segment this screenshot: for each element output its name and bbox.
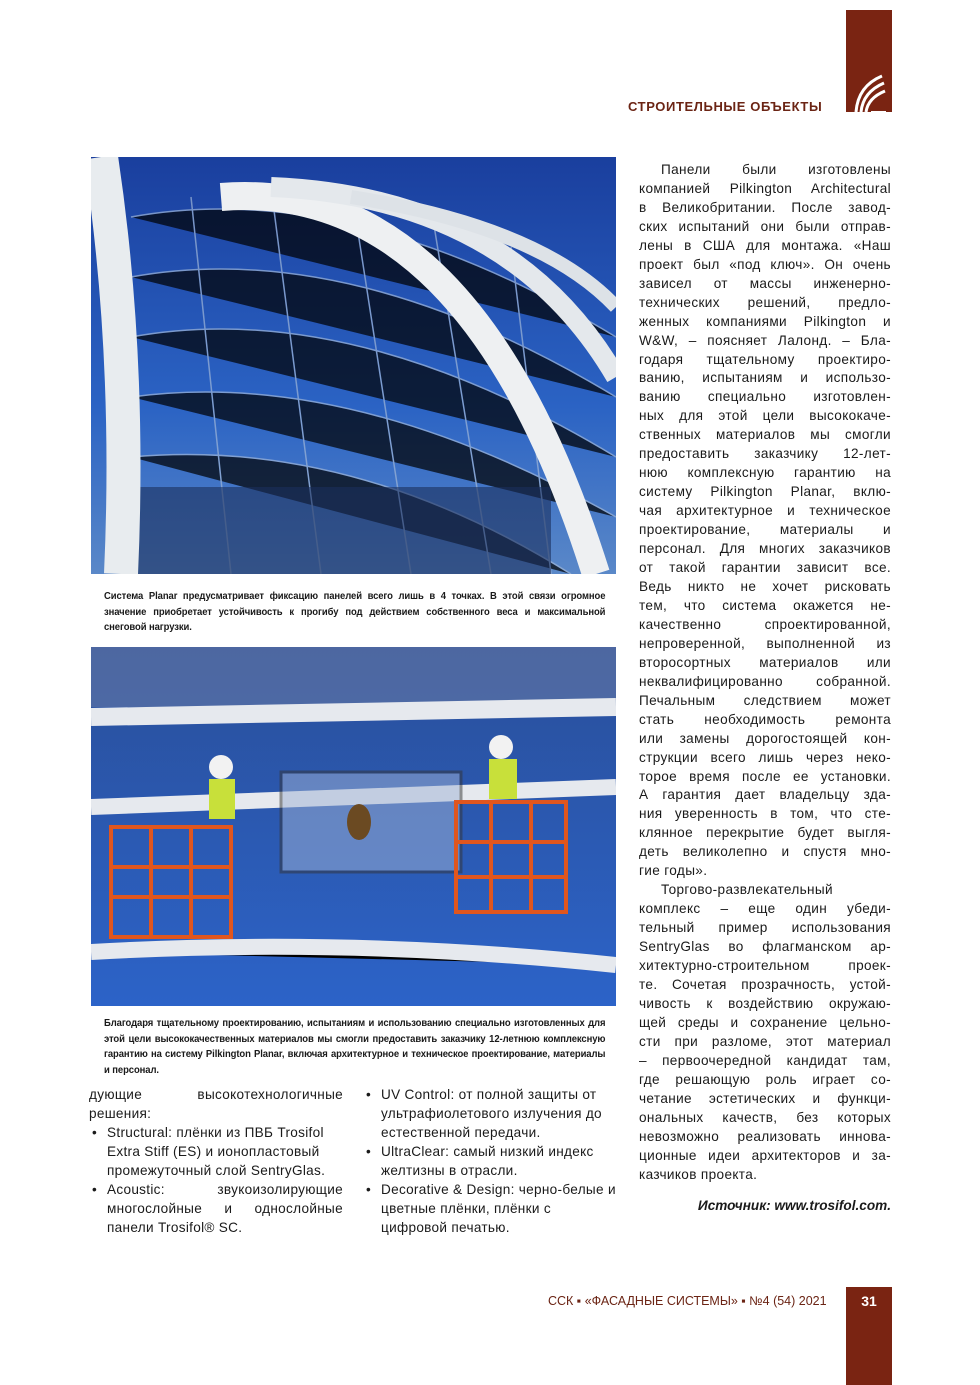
intro-line: дующие высокотехнологичные	[89, 1087, 343, 1102]
text-line: невозможно реализовать иннова-	[639, 1128, 891, 1144]
photo-caption-2: Благодаря тщательному проектированию, испытаниям и использованию специально изготовленных для этой цели высококачественных материалов мы смогли предоставить заказчику 12-летнюю комплексную гарантию на систему Pilkington Planar, включая архитектурное и техническое проектирование, материалы и персонал.	[104, 1018, 606, 1076]
text-line: ональных качеств, без которых	[639, 1109, 891, 1125]
text-line: Торгово-развлекательный	[661, 882, 833, 898]
text-line: щей среды и сохранение цельно-	[639, 1014, 891, 1030]
list-item: • UltraClear: самый низкий индекс желтизны в отрасли.	[363, 1142, 617, 1180]
text-line: ционные идеи архитекторов и за-	[639, 1147, 891, 1163]
section-tab	[846, 10, 892, 112]
text-line: комплекс – еще один убеди-	[639, 901, 891, 917]
photo-workers-installing-glass	[91, 647, 616, 1006]
text-line: сти при разломе, этот материал	[639, 1033, 891, 1049]
text-line: чивость к воздействию окружаю-	[639, 995, 891, 1011]
right-column-text	[639, 161, 891, 1184]
text-line: ния уверенность в том, что сте-	[639, 806, 891, 822]
text-line: Панели были изготовлены	[661, 162, 891, 177]
text-line: компанией Pilkington Architectural	[639, 180, 891, 196]
list-item: • Structural: плёнки из ПВБ Trosifol Extra Stiff (ES) и ионопластовый промежуточный слой SentryGlas.	[89, 1123, 343, 1180]
text-line: технических решений, предло-	[639, 294, 891, 310]
page-number: 31	[861, 1293, 877, 1309]
text-line: струкции всего лишь через неко-	[639, 749, 891, 765]
photo-glass-roof-arches	[91, 157, 616, 574]
logo-icon	[852, 72, 886, 114]
text-line: зависел от массы инженерно-	[639, 275, 891, 291]
text-line: стать необходимость ремонта	[639, 711, 891, 727]
text-line: – первоочередной кандидат там,	[639, 1052, 891, 1068]
text-line: систему Pilkington Planar, вклю-	[639, 484, 891, 500]
text-line: те. Сочетая прозрачность, устой-	[639, 976, 891, 992]
text-line: казчиков проекта.	[639, 1166, 758, 1182]
text-line: от такой гарантии зависит все.	[639, 560, 891, 576]
text-line: качественно спроектированной,	[639, 616, 891, 632]
text-line: ных для этой цели высококаче-	[639, 408, 891, 424]
text-line: гие годы».	[639, 863, 708, 879]
text-line: W&W, – поясняет Лалонд. – Бла-	[639, 332, 891, 348]
text-line: ственных материалов мы смогли	[639, 427, 891, 443]
list-item: • UV Control: от полной защиты от ультрафиолетового излучения до естественной передачи.	[363, 1085, 617, 1142]
text-line: проектирование, материалы и	[639, 522, 891, 538]
list-item: • Acoustic: звукоизолирующие многослойные и однослойные панели Trosifol® SC.	[89, 1180, 343, 1237]
text-line: чая архитектурное и техническое	[639, 503, 891, 519]
text-line: персонал. Для многих заказчиков	[639, 541, 891, 557]
source-credit: Источник: www.trosifol.com.	[697, 1198, 891, 1213]
text-line: SentryGlas во флагманском ар-	[639, 939, 891, 955]
text-line: торое время после ее установки.	[639, 768, 891, 784]
middle-column-text	[363, 1085, 617, 1237]
text-line: Печальным следствием может	[639, 692, 891, 708]
text-line: четание эстетических и функци-	[639, 1090, 891, 1106]
text-line: ских испытаний они были отправ-	[639, 218, 891, 234]
text-line: хитектурно-строительном проек-	[639, 958, 891, 974]
text-line: второсортных материалов или	[639, 654, 891, 670]
text-line: нюю комплексную гарантию на	[639, 465, 891, 481]
text-line: деть великолепно и спустя мно-	[639, 844, 891, 860]
section-title: СТРОИТЕЛЬНЫЕ ОБЪЕКТЫ	[628, 99, 823, 114]
text-line: проект был «под ключ». Он очень	[639, 256, 891, 272]
text-line: годаря тщательному проектиро-	[639, 351, 891, 367]
text-line: неквалифицированно собранной.	[639, 673, 891, 689]
footer-publication: ССК ▪ «ФАСАДНЫЕ СИСТЕМЫ» ▪ №4 (54) 2021	[548, 1294, 827, 1308]
text-line: ванию, испытаниям и использо-	[639, 370, 891, 386]
text-line: в Великобритании. После завод-	[639, 199, 891, 215]
text-line: ванию специально изготовлен-	[639, 389, 891, 405]
text-line: женных компаниями Pilkington и	[639, 313, 891, 329]
page-number-tab	[846, 1287, 892, 1385]
text-line: непроверенной, выполненной из	[639, 635, 891, 651]
list-item: • Decorative & Design: черно-белые и цветные плёнки, плёнки с цифровой печатью.	[363, 1180, 617, 1237]
photo-caption-1: Система Planar предусматривает фиксацию панелей всего лишь в 4 точках. В этой связи огромное значение приобретает устойчивость к прогибу под действием собственного веса и максимальной снеговой нагрузки.	[104, 591, 606, 633]
text-line: где решающую роль играет со-	[639, 1071, 891, 1087]
text-line: тем, что система окажется не-	[639, 597, 891, 613]
text-line: Ведь никто не хочет рисковать	[639, 578, 891, 594]
text-line: лены в США для монтажа. «Наш	[639, 237, 891, 253]
text-line: А гарантия дает владельцу зда-	[639, 787, 891, 803]
text-line: предоставить заказчику 12-лет-	[639, 446, 891, 462]
text-line: клянное перекрытие будет выгля-	[639, 825, 891, 841]
left-column-text	[89, 1085, 343, 1237]
intro-line: решения:	[89, 1106, 152, 1121]
text-line: тельный пример использования	[639, 920, 891, 936]
text-line: или замены дорогостоящей кон-	[639, 730, 891, 746]
